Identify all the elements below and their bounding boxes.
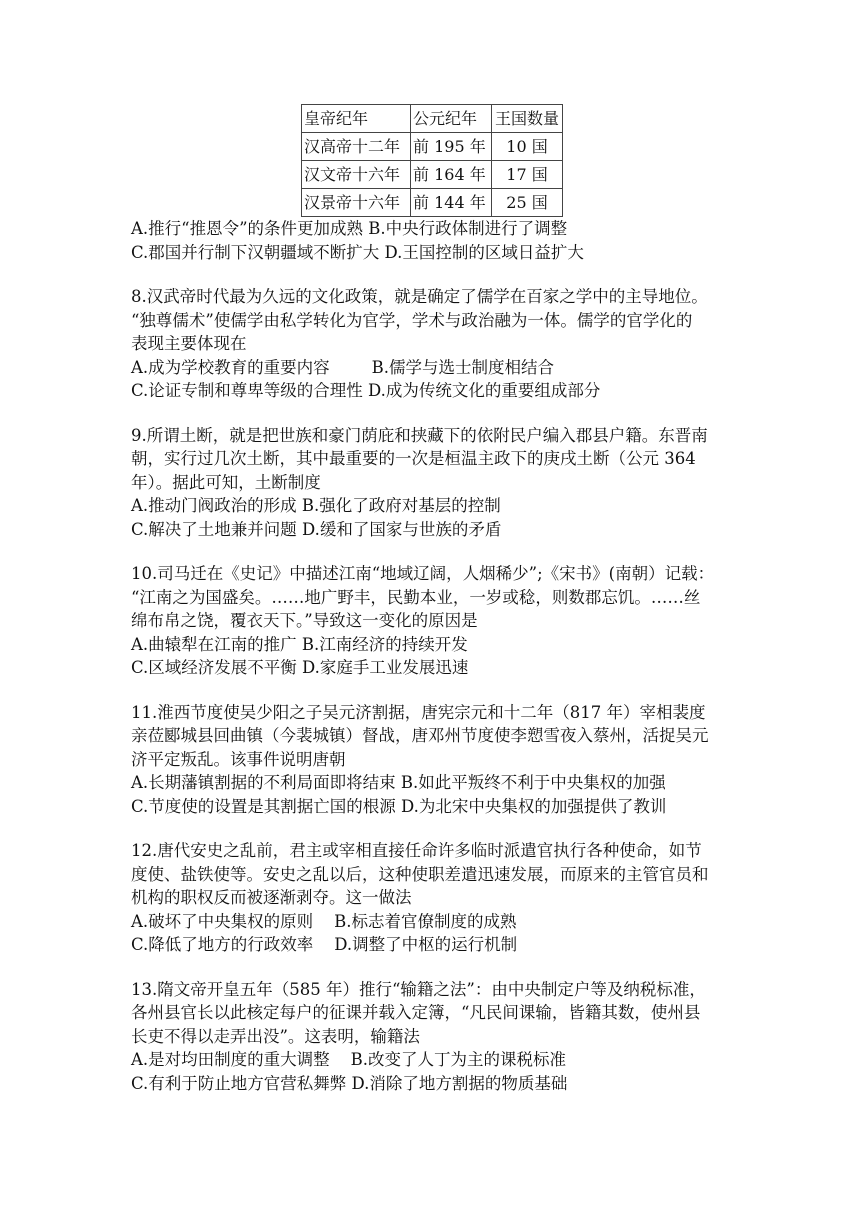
exam-page	[131, 104, 731, 1095]
question-text-line: 亲莅郾城县回曲镇（今裴城镇）督战，唐邓州节度使李愬雪夜入蔡州，活捉吴元	[131, 726, 709, 745]
vassal-kingdom-table	[301, 104, 563, 217]
question-10	[131, 562, 731, 680]
question-text-line: 表现主要体现在	[131, 334, 247, 353]
table-row	[302, 133, 563, 161]
option-line: A.成为学校教育的重要内容 B.儒学与选士制度相结合	[131, 357, 554, 377]
option-line: C.论证专制和尊卑等级的合理性 D.成为传统文化的重要组成部分	[131, 381, 601, 400]
question-13	[131, 978, 731, 1096]
option-line: C.解决了土地兼并问题 D.缓和了国家与世族的矛盾	[131, 519, 502, 539]
table-cell: 汉高帝十二年	[302, 133, 411, 161]
question-12-options	[131, 910, 731, 957]
table-cell: 10 国	[492, 133, 563, 161]
table-header-cell: 王国数量	[492, 105, 563, 133]
question-9-options	[131, 494, 731, 541]
option-line: A.推行“推恩令”的条件更加成熟 B.中央行政体制进行了调整	[131, 219, 568, 238]
option-line: C.降低了地方的行政效率 D.调整了中枢的运行机制	[131, 935, 518, 954]
question-11	[131, 701, 731, 819]
question-text-line: 11.淮西节度使吴少阳之子吴元济割据，唐宪宗元和十二年（817 年）宰相裴度	[131, 702, 706, 722]
table-cell: 25 国	[492, 189, 563, 217]
option-line: C.节度使的设置是其割据亡国的根源 D.为北宋中央集权的加强提供了教训	[131, 796, 667, 816]
question-10-options	[131, 633, 731, 680]
question-8-options	[131, 356, 731, 403]
table-row	[302, 161, 563, 189]
table-cell: 前 144 年	[411, 189, 492, 217]
question-11-options	[131, 771, 731, 818]
option-line: A.长期藩镇割据的不利局面即将结束 B.如此平叛终不利于中央集权的加强	[131, 773, 666, 792]
table-header-cell: 皇帝纪年	[302, 105, 411, 133]
question-9	[131, 424, 731, 542]
question-7-options	[131, 217, 731, 264]
question-text-line: 8.汉武帝时代最为久远的文化政策，就是确定了儒学在百家之学中的主导地位。	[131, 287, 708, 306]
table-cell: 17 国	[492, 161, 563, 189]
option-line: A.推动门阀政治的形成 B.强化了政府对基层的控制	[131, 496, 501, 515]
question-text-line: 长吏不得以走弄出没”。这表明，输籍法	[131, 1026, 420, 1046]
option-line: C.有利于防止地方官营私舞弊 D.消除了地方割据的物质基础	[131, 1073, 568, 1093]
question-13-options	[131, 1048, 731, 1095]
option-line: A.破坏了中央集权的原则 B.标志着官僚制度的成熟	[131, 911, 517, 931]
table-cell: 前 195 年	[411, 133, 492, 161]
option-line: A.是对均田制度的重大调整 B.改变了人丁为主的课税标准	[131, 1050, 567, 1069]
question-12	[131, 839, 731, 957]
question-text-line: 年）。据此可知，土断制度	[131, 472, 321, 492]
question-text-line: 各州县官长以此核定每户的征课并载入定簿，“凡民间课输，皆籍其数，使州县	[131, 1003, 701, 1022]
question-text-line: 9.所谓土断，就是把世族和豪门荫庇和挟藏下的依附民户编入郡县户籍。东晋南	[131, 425, 708, 445]
question-text-line: “独尊儒术”使儒学由私学转化为官学，学术与政治融为一体。儒学的官学化的	[131, 310, 693, 330]
table-row	[302, 189, 563, 217]
question-text-line: 机构的职权反而被逐渐剥夺。这一做法	[131, 888, 412, 907]
question-text-line: 朝，实行过几次土断，其中最重要的一次是桓温主政下的庚戌土断（公元 364	[131, 449, 696, 468]
table-header-row	[302, 105, 563, 133]
question-text-line: 12.唐代安史之乱前，君主或宰相直接任命许多临时派遣官执行各种使命，如节	[131, 841, 702, 860]
option-line: C.区域经济发展不平衡 D.家庭手工业发展迅速	[131, 658, 469, 677]
question-text-line: 10.司马迁在《史记》中描述江南“地域辽阔，人烟稀少”;《宋书》(南朝）记载：	[131, 564, 715, 583]
question-8	[131, 285, 731, 403]
option-line: C.郡国并行制下汉朝疆域不断扩大 D.王国控制的区域日益扩大	[131, 242, 584, 262]
question-text-line: 度使、盐铁使等。安史之乱以后，这种使职差遣迅速发展，而原来的主管官员和	[131, 864, 709, 884]
table-cell: 汉景帝十六年	[302, 189, 411, 217]
question-text-line: 13.隋文帝开皇五年（585 年）推行“输籍之法”：由中央制定户等及纳税标准，	[131, 979, 706, 999]
question-text-line: 绵布帛之饶，覆衣天下。”导致这一变化的原因是	[131, 611, 478, 630]
table-header-cell: 公元纪年	[411, 105, 492, 133]
question-text-line: “江南之为国盛矣。……地广野丰，民勤本业，一岁或稔，则数郡忘饥。……丝	[131, 587, 701, 607]
question-text-line: 济平定叛乱。该事件说明唐朝	[131, 749, 346, 769]
table-cell: 前 164 年	[411, 161, 492, 189]
option-line: A.曲辕犁在江南的推广 B.江南经济的持续开发	[131, 634, 468, 654]
table-cell: 汉文帝十六年	[302, 161, 411, 189]
